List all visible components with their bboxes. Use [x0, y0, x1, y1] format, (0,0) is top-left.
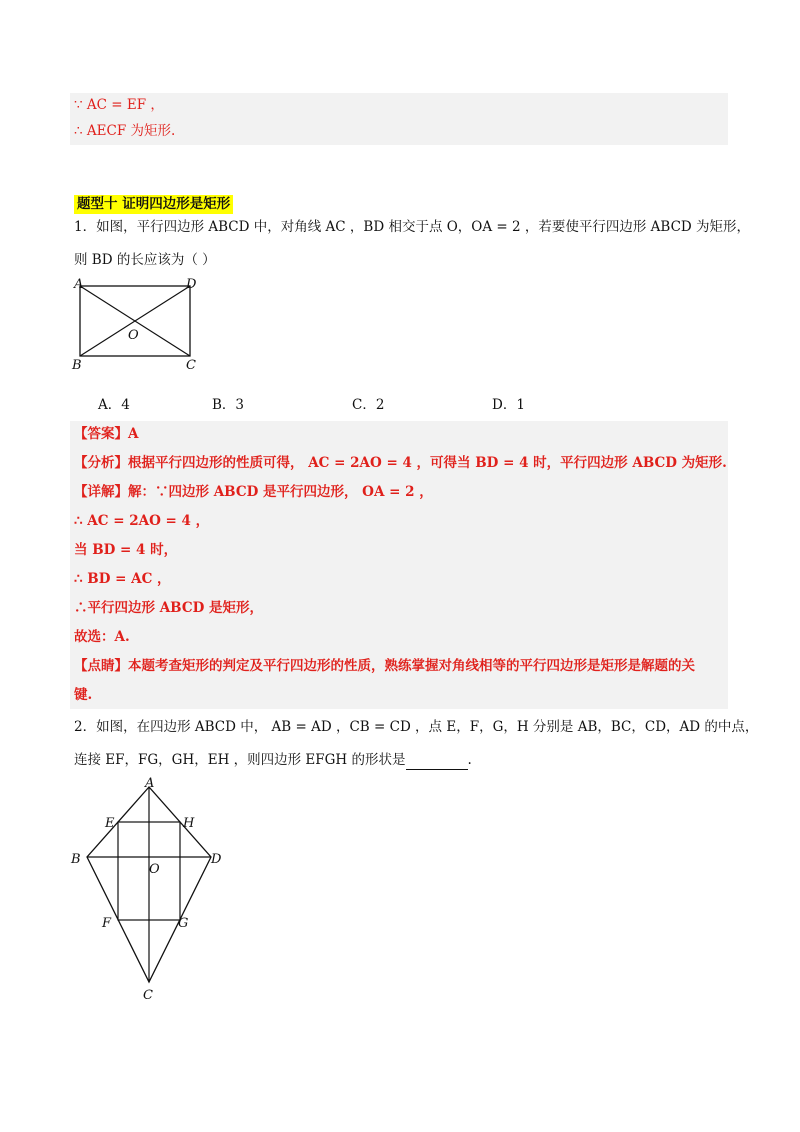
vertex-label-h: H: [183, 816, 195, 831]
detail-line: 【详解】解：∵四边形 ABCD 是平行四边形， OA = 2 ，: [74, 484, 433, 500]
solution-line: ∵ AC = EF ，: [74, 97, 164, 113]
vertex-label-b: B: [72, 358, 82, 373]
choice-b: B．3: [212, 397, 245, 413]
vertex-label-c: C: [143, 988, 153, 1003]
answer-blank: [406, 755, 468, 770]
comment-line: 【点睛】本题考查矩形的判定及平行四边形的性质，熟练掌握对角线相等的平行四边形是矩形是解题的关: [74, 658, 695, 674]
center-label-o: O: [149, 862, 160, 877]
detail-line: 故选：A.: [74, 629, 130, 645]
vertex-label-a: A: [74, 278, 84, 292]
question-2-text: 2．如图，在四边形 ABCD 中， AB = AD ，CB = CD ，点 E，F，G，H 分别是 AB，BC，CD，AD 的中点，: [74, 719, 759, 735]
vertex-label-b: B: [71, 852, 81, 867]
solution-line: ∴ AECF 为矩形.: [74, 123, 176, 139]
vertex-label-a: A: [145, 776, 155, 791]
analysis-line: 【分析】根据平行四边形的性质可得， AC = 2AO = 4 ，可得当 BD = 4 时，平行四边形 ABCD 为矩形.: [74, 455, 727, 471]
comment-line: 键.: [74, 687, 93, 703]
question-2-text-end: .: [467, 752, 472, 768]
answer-line: 【答案】A: [74, 426, 139, 442]
section-heading: 题型十 证明四边形是矩形: [74, 195, 233, 214]
rectangle-figure: [70, 278, 230, 378]
choice-a: A．4: [98, 397, 130, 413]
choice-c: C．2: [352, 397, 385, 413]
center-label-o: O: [128, 328, 139, 343]
kite-figure: [65, 775, 235, 1005]
detail-line: ∴ AC = 2AO = 4 ，: [74, 513, 210, 529]
vertex-label-c: C: [186, 358, 196, 373]
vertex-label-g: G: [178, 916, 189, 931]
choice-d: D．1: [492, 397, 525, 413]
detail-line: ∴ BD = AC ，: [74, 571, 171, 587]
question-2-text: [74, 750, 472, 770]
vertex-label-f: F: [102, 916, 112, 931]
vertex-label-e: E: [105, 816, 115, 831]
question-2-text-part: 连接 EF，FG，GH，EH ，则四边形 EFGH 的形状是: [74, 752, 406, 768]
vertex-label-d: D: [186, 278, 197, 292]
question-1-text: 则 BD 的长应该为（ ）: [74, 252, 216, 268]
question-1-text: 1．如图，平行四边形 ABCD 中，对角线 AC ，BD 相交于点 O，OA = 2 ，若要使平行四边形 ABCD 为矩形，: [74, 219, 751, 235]
vertex-label-d: D: [211, 852, 222, 867]
detail-line: 当 BD = 4 时，: [74, 542, 178, 558]
detail-line: ∴平行四边形 ABCD 是矩形，: [74, 600, 263, 616]
